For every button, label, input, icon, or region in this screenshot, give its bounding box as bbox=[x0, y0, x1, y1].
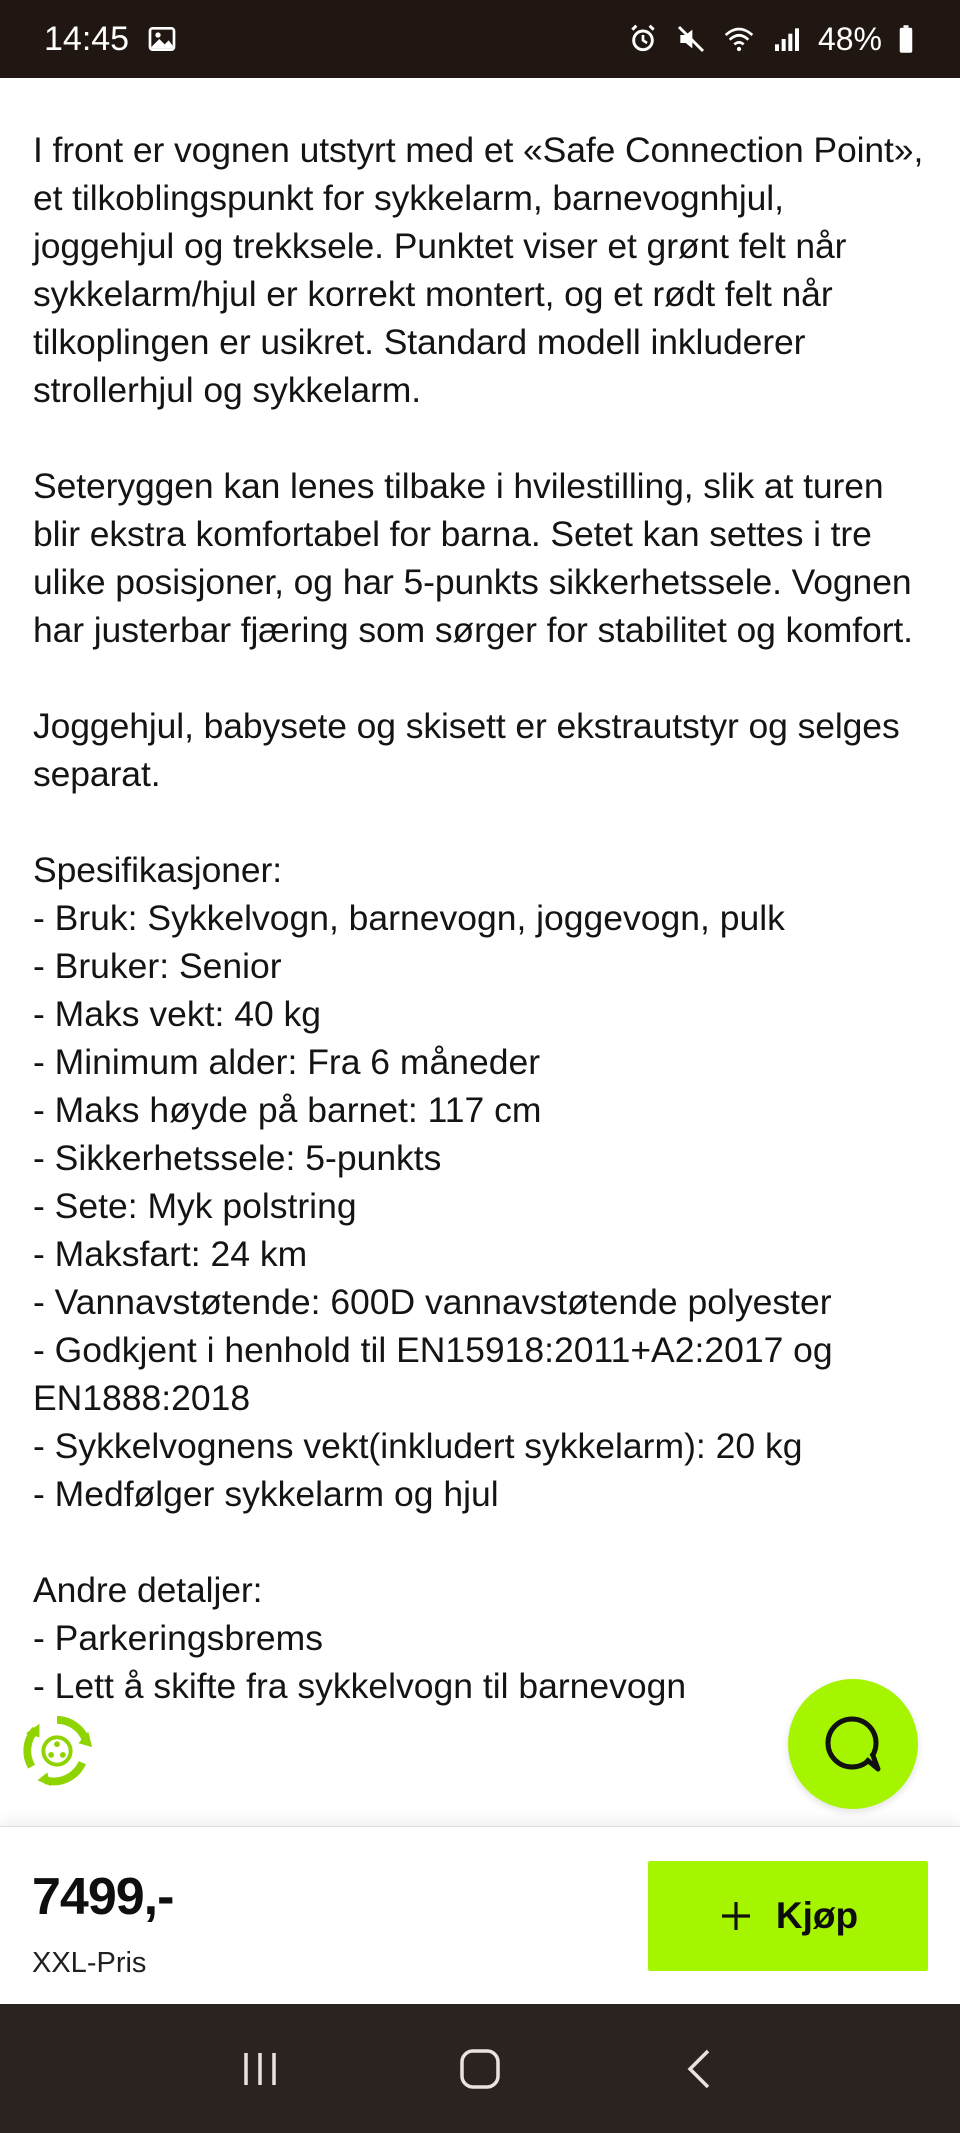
detail-item: - Parkeringsbrems bbox=[33, 1618, 323, 1658]
spec-item: - Bruker: Senior bbox=[33, 946, 282, 986]
status-bar bbox=[0, 0, 960, 78]
other-details-heading: Andre detaljer: bbox=[33, 1570, 263, 1610]
spec-item: - Sykkelvognens vekt(inkludert sykkelarm): 20 kg bbox=[33, 1426, 803, 1466]
price: 7499,- bbox=[32, 1868, 174, 1926]
navigation-bar bbox=[0, 2004, 960, 2133]
battery-percent: 48% bbox=[817, 20, 882, 57]
status-left bbox=[44, 20, 179, 59]
detail-item: - Lett å skifte fra sykkelvogn til barnevogn bbox=[33, 1666, 687, 1706]
spec-item: - Maksfart: 24 km bbox=[33, 1234, 308, 1274]
purchase-bar bbox=[0, 1826, 960, 2004]
spec-item: - Sete: Myk polstring bbox=[33, 1186, 357, 1226]
description-paragraph-1: I front er vognen utstyrt med et «Safe Connection Point», et tilkoblingspunkt for sykkelarm, barnevognhjul, joggehjul og trekksele. Punktet viser et grønt felt når sykkelarm/hjul er korrekt montert, og et rødt felt når tilkoplingen er usikret. Standard modell inkluderer strollerhjul og sykkelarm. bbox=[33, 130, 924, 410]
buy-button[interactable] bbox=[648, 1861, 928, 1971]
spec-item: - Minimum alder: Fra 6 måneder bbox=[33, 1042, 541, 1082]
spec-item: - Bruk: Sykkelvogn, barnevogn, joggevogn, pulk bbox=[33, 898, 785, 938]
chat-bubble-icon bbox=[818, 1709, 888, 1779]
back-icon bbox=[676, 2045, 724, 2093]
description-paragraph-2: Seteryggen kan lenes tilbake i hvilestilling, slik at turen blir ekstra komfortabel for barna. Setet kan settes i tre ulike posisjoner, og har 5-punkts sikkerhetssele. Vognen har justerbar fjæring som sørger for stabilitet og komfort. bbox=[33, 466, 913, 650]
recent-apps-button[interactable] bbox=[215, 2024, 305, 2114]
wifi-icon bbox=[722, 22, 756, 56]
plus-icon bbox=[718, 1898, 754, 1934]
other-details-list bbox=[33, 1614, 928, 1710]
spec-item: - Maks vekt: 40 kg bbox=[33, 994, 322, 1034]
back-button[interactable] bbox=[655, 2024, 745, 2114]
signal-icon bbox=[770, 22, 804, 56]
spec-item: - Maks høyde på barnet: 117 cm bbox=[33, 1090, 542, 1130]
spec-item: - Godkjent i henhold til EN15918:2011+A2:2017 og EN1888:2018 bbox=[33, 1330, 833, 1418]
other-details-section bbox=[33, 1566, 928, 1710]
status-time: 14:45 bbox=[44, 19, 130, 58]
product-description[interactable] bbox=[0, 78, 960, 1826]
spec-item: - Vannavstøtende: 600D vannavstøtende polyester bbox=[33, 1282, 832, 1322]
spec-item: - Medfølger sykkelarm og hjul bbox=[33, 1474, 499, 1514]
home-icon bbox=[456, 2045, 504, 2093]
price-label: XXL-Pris bbox=[32, 1947, 147, 1979]
chat-button[interactable] bbox=[788, 1679, 918, 1809]
recent-apps-icon bbox=[236, 2045, 284, 2093]
status-right bbox=[626, 21, 916, 58]
buy-button-label: Kjøp bbox=[775, 1895, 859, 1936]
battery-icon bbox=[896, 22, 916, 56]
spec-item: - Sikkerhetssele: 5-punkts bbox=[33, 1138, 442, 1178]
home-button[interactable] bbox=[435, 2024, 525, 2114]
spec-list bbox=[33, 894, 928, 1518]
alarm-icon bbox=[626, 22, 660, 56]
specifications-section bbox=[33, 846, 928, 1518]
gallery-icon bbox=[145, 22, 179, 56]
recycle-icon[interactable] bbox=[18, 1712, 96, 1790]
description-paragraph-3: Joggehjul, babysete og skisett er ekstrautstyr og selges separat. bbox=[33, 706, 900, 794]
mute-icon bbox=[674, 22, 708, 56]
spec-heading: Spesifikasjoner: bbox=[33, 850, 282, 890]
